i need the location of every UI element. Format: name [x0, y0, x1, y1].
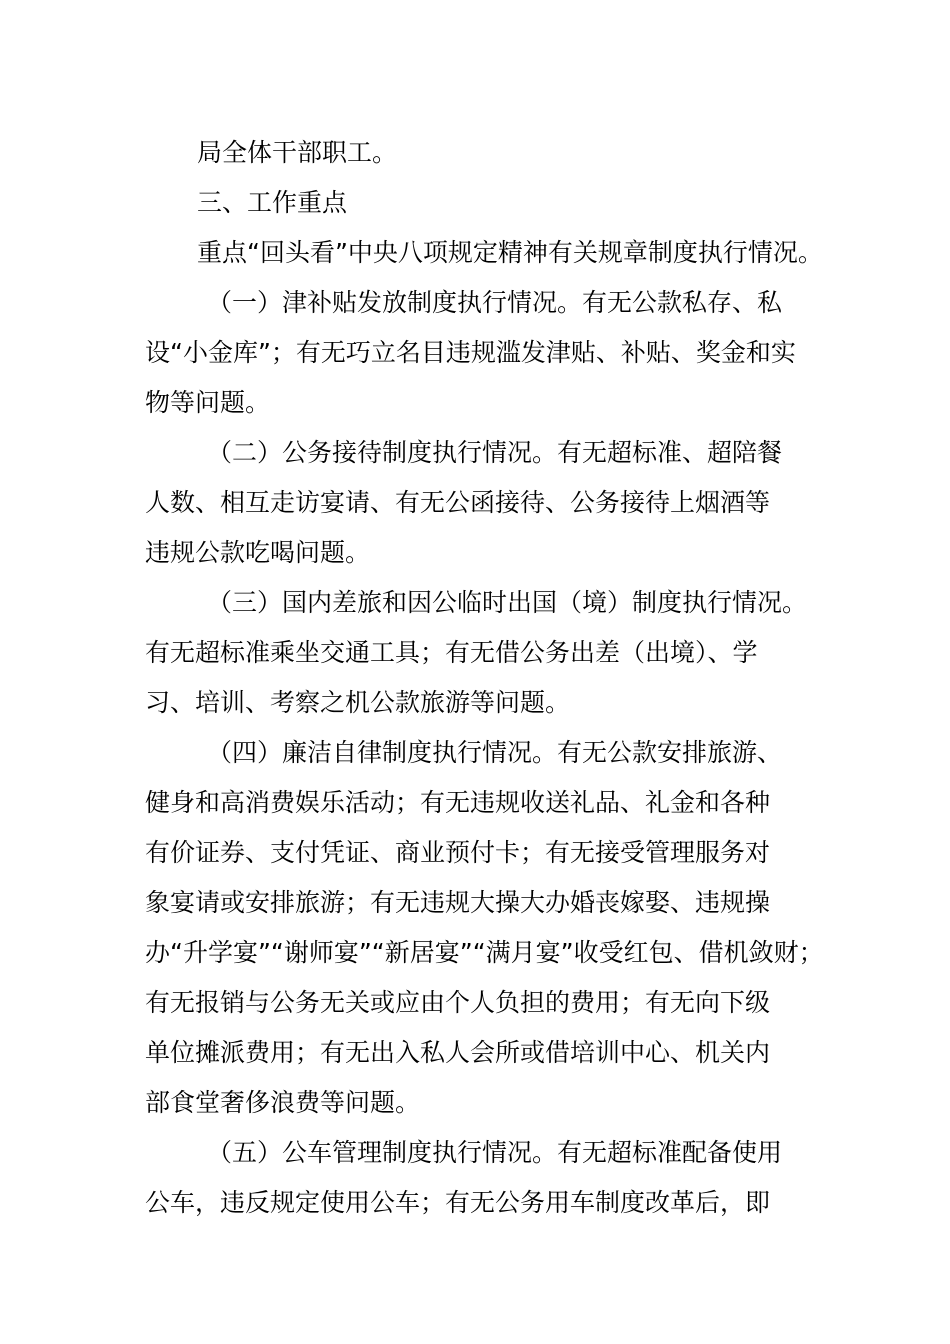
item-heading-line: （一）津补贴发放制度执行情况。有无公款私存、私 — [207, 288, 783, 317]
body-line: 物等问题。 — [145, 388, 271, 417]
body-line: 习、培训、考察之机公款旅游等问题。 — [145, 688, 571, 717]
item-heading-line: （五）公车管理制度执行情况。有无超标准配备使用 — [207, 1138, 783, 1167]
body-line: 有价证券、支付凭证、商业预付卡；有无接受管理服务对 — [145, 838, 771, 867]
section-heading: 三、工作重点 — [197, 188, 348, 217]
document-body — [145, 128, 824, 1228]
body-line: 象宴请或安排旅游；有无违规大操大办婚丧嫁娶、违规操 — [145, 888, 771, 917]
body-line: 人数、相互走访宴请、有无公函接待、公务接待上烟酒等 — [145, 488, 771, 517]
body-line: 设“小金库”；有无巧立名目违规滥发津贴、补贴、奖金和实 — [145, 338, 796, 367]
body-line: 有无报销与公务无关或应由个人负担的费用；有无向下级 — [145, 988, 771, 1017]
body-line: 部食堂奢侈浪费等问题。 — [145, 1088, 421, 1117]
item-heading-line: （三）国内差旅和因公临时出国（境）制度执行情况。 — [207, 588, 808, 617]
body-line: 局全体干部职工。 — [197, 138, 398, 167]
item-heading-line: （四）廉洁自律制度执行情况。有无公款安排旅游、 — [207, 738, 783, 767]
body-line: 违规公款吃喝问题。 — [145, 538, 371, 567]
body-line: 有无超标准乘坐交通工具；有无借公务出差（出境）、学 — [145, 638, 758, 667]
body-line: 健身和高消费娱乐活动；有无违规收送礼品、礼金和各种 — [145, 788, 771, 817]
item-heading-line: （二）公务接待制度执行情况。有无超标准、超陪餐 — [207, 438, 783, 467]
body-line: 公车，违反规定使用公车；有无公务用车制度改革后，即 — [145, 1188, 771, 1217]
body-line: 办“升学宴”“谢师宴”“新居宴”“满月宴”收受红包、借机敛财； — [145, 938, 824, 967]
body-line: 单位摊派费用；有无出入私人会所或借培训中心、机关内 — [145, 1038, 771, 1067]
body-line: 重点“回头看”中央八项规定精神有关规章制度执行情况。 — [197, 238, 823, 267]
